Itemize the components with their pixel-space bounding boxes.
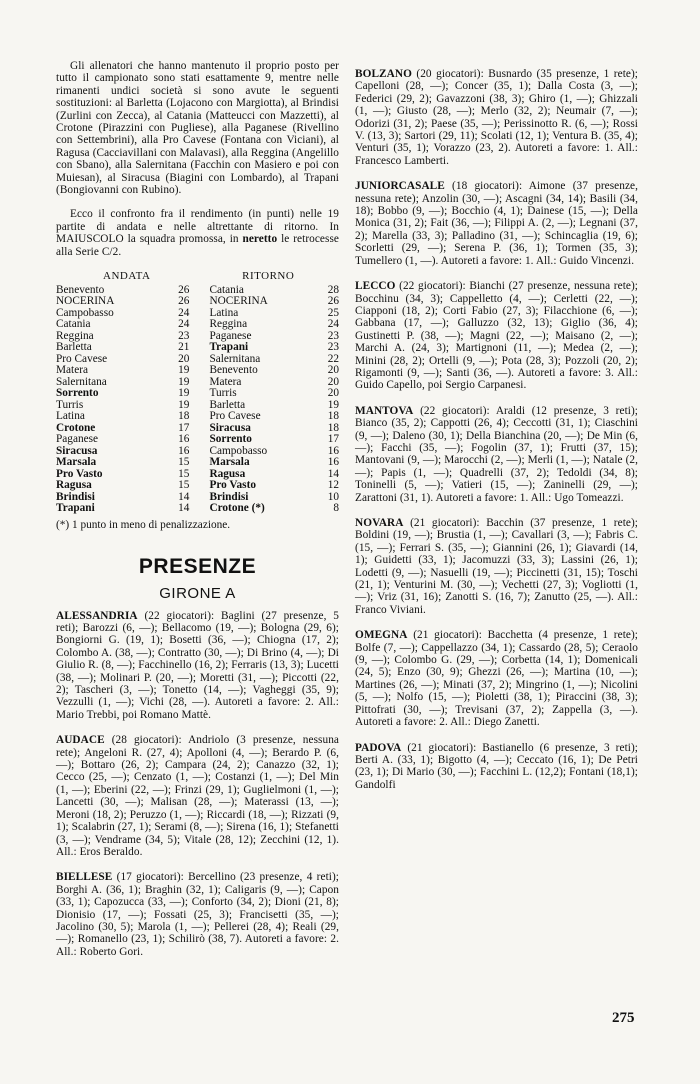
andata-points: 15: [178, 467, 190, 480]
ritorno-team: Trapani: [209, 341, 249, 354]
andata-team: Campobasso: [56, 306, 114, 319]
andata-team: Pro Cavese: [56, 352, 108, 365]
table-row: [56, 319, 339, 331]
team-entry-audace: [56, 734, 339, 858]
ritorno-team: Salernitana: [209, 352, 261, 365]
team-name: JUNIORCASALE: [355, 180, 445, 193]
ritorno-team: Catania: [209, 283, 244, 296]
section-heading: PRESENZE: [138, 554, 257, 578]
team-roster: (18 giocatori): Aimone (37 presenze, nessuna rete); Anzolin (30, —); Ascagni (34, 14); Basili (34, 18); Bobbo (9, —); Bocchio (4, 1); Dainese (15, —); Della Monica (31, 2); Fait (36, —); Filippi A. (2, —); Legnani (37, 2); Marella (33, 3); Palladino (31, —); Schincaglia (19, 6); Scorletti (29, —); Serena P. (36, 1); Tormen (35, 3); Tumellero (1, —). Autoreti a favore: 1. All.: Guido Vincenzi.: [355, 180, 638, 267]
team-entry-juniorcasale: [355, 180, 638, 267]
team-roster: (21 giocatori): Bastianello (6 presenze, 3 reti); Berti A. (33, 1); Bigotto (4, —); Ceccato (16, 1); De Petri (23, 1); Di Mario (30, —); Facchini L. (12,2); Fontani (18,1); Gandolfi: [355, 741, 638, 791]
team-name: MANTOVA: [355, 404, 414, 417]
ritorno-team: Turris: [209, 387, 237, 400]
ritorno-team: Benevento: [209, 364, 258, 377]
ritorno-points: 26: [327, 295, 339, 308]
ritorno-team: Siracusa: [209, 421, 251, 434]
ritorno-team: Matera: [209, 375, 242, 388]
ritorno-points: 8: [333, 502, 339, 515]
ritorno-team: Crotone (*): [209, 502, 265, 515]
ritorno-team: Sorrento: [209, 433, 252, 446]
points-comparison-table: [56, 270, 339, 515]
table-row: [56, 503, 339, 515]
andata-team: Catania: [56, 318, 91, 331]
ritorno-points: 22: [327, 352, 339, 365]
team-entry-biellese: [56, 871, 339, 958]
ritorno-points: 19: [327, 398, 339, 411]
ritorno-points: 20: [327, 364, 339, 377]
team-name: PADOVA: [355, 741, 402, 754]
andata-points: 15: [178, 456, 190, 469]
ritorno-points: 25: [327, 306, 339, 319]
andata-team: Latina: [56, 410, 85, 423]
team-name: AUDACE: [56, 734, 105, 747]
andata-team: Sorrento: [56, 387, 99, 400]
team-roster: (22 giocatori): Baglini (27 presenze, 5 reti); Barozzi (6, —); Bellacomo (19, —); Bologna (29, 6); Bongiorni G. (19, 1); Bosetti (36, —); Chiogna (17, 2); Colombo A. (38, —); Contratto (30, —); Di Brino (4, —); Di Giulio R. (8, —); Facchinello (16, 2); Ferraris (13, 3); Lucetti (38, —); Molinari P. (20, —); Moretti (31, —); Piccotti (22, 2); Tascheri (3, —); Tonetto (14, —); Vagheggi (35, 9); Vezzulli (1, —); Vichi (28, —). Autoreti a favore: 2. All.: Mario Trebbi, poi Romano Mattè.: [56, 609, 339, 721]
team-entry-novara: [355, 517, 638, 616]
page-number: 275: [612, 1010, 635, 1026]
ritorno-points: 20: [327, 387, 339, 400]
andata-team: Ragusa: [56, 479, 92, 492]
team-entry-bolzano: [355, 68, 638, 167]
andata-points: 19: [178, 398, 190, 411]
intro-paragraph-2: Ecco il confronto fra il rendimento (in punti) nelle 19 partite di andata e nelle altrettante di ritorno. In MAIUSCOLO la squadra promossa, in neretto le retrocesse alla Serie C/2.: [56, 208, 339, 258]
table-row: [56, 457, 339, 469]
ritorno-points: 16: [327, 456, 339, 469]
ritorno-team: Marsala: [209, 456, 250, 469]
andata-points: 17: [178, 421, 190, 434]
andata-points: 19: [178, 375, 190, 388]
table-row: [56, 480, 339, 492]
andata-points: 18: [178, 410, 190, 423]
ritorno-team: Reggina: [209, 318, 248, 331]
andata-points: 24: [178, 318, 190, 331]
ritorno-team: Ragusa: [209, 467, 246, 480]
andata-points: 20: [178, 352, 190, 365]
andata-points: 26: [178, 295, 190, 308]
ritorno-team: Barletta: [209, 398, 246, 411]
table-row: [56, 377, 339, 389]
table-row: [56, 469, 339, 481]
table-row: [56, 365, 339, 377]
andata-team: Matera: [56, 364, 88, 377]
table-row: [56, 296, 339, 308]
andata-team: Benevento: [56, 283, 105, 296]
table-row: [56, 492, 339, 504]
andata-team: Brindisi: [56, 490, 95, 503]
andata-points: 19: [178, 364, 190, 377]
table-row: [56, 446, 339, 458]
team-name: OMEGNA: [355, 629, 408, 642]
andata-team: Paganese: [56, 433, 99, 446]
ritorno-points: 12: [327, 479, 339, 492]
andata-team: NOCERINA: [56, 295, 115, 308]
team-entry-padova: [355, 742, 638, 792]
ritorno-points: 23: [327, 341, 339, 354]
team-name: NOVARA: [355, 517, 404, 529]
team-roster: (17 giocatori): Bercellino (23 presenze, 4 reti); Borghi A. (36, 1); Braghin (32, 1); Caligaris (9, —); Capon (33, 1); Capozucca (33, —); Conforto (34, 2); Dioni (21, 8); Dionisio (17, —); Fossati (25, 3); Francisetti (35, —); Jacolino (30, 5); Marola (1, —); Pellerei (28, 4); Reali (29, —); Romanello (23, 1); Schilirò (38, 7). Autoreti a favore: 2. All.: Roberto Gori.: [56, 871, 339, 958]
ritorno-points: 17: [327, 433, 339, 446]
team-name: ALESSANDRIA: [56, 609, 138, 622]
andata-points: 16: [178, 444, 190, 457]
intro-paragraph-1: Gli allenatori che hanno mantenuto il proprio posto per tutto il campionato sono stati esattamente 9, mentre nelle rimanenti undici società si sono avute le seguenti sostituzioni: al Barletta (Lojacono con Margiotta), al Brindisi (Zurlini con Zecca), al Catania (Matteucci con Mazzetti), al Crotone (Pirazzini con Pugliese), alla Paganese (Rivellino con Settembrini), alla Pro Cavese (Fontana con Viciani), al Ragusa (Cacciavillani con Malavasi), alla Reggina (Angelillo con Sbano), alla Salernitana (Facchin con Masiero e poi con Muiesan), al Siracusa (Biagini con Lombardo), al Trapani (Bongiovanni con Rubino).: [56, 60, 339, 197]
andata-team: Siracusa: [56, 444, 98, 457]
table-row: [56, 434, 339, 446]
andata-points: 23: [178, 329, 190, 342]
ritorno-team: Pro Vasto: [209, 479, 256, 492]
table-row: [56, 423, 339, 435]
team-roster: (28 giocatori): Andriolo (3 presenze, nessuna rete); Angeloni R. (27, 4); Apolloni (4, —); Berardo P. (6, —); Bottaro (26, 2); Campara (24, 2); Canazzo (32, 1); Cecco (25, —); Cenzato (1, —); Costanzi (1, —); Del Min (1, —); Eberini (22, —); Frinzi (29, 1); Guglielmoni (1, —); Lancetti (30, —); Malisan (28, —); Materassi (13, —); Meroni (18, 2); Peruzzo (1, —); Riccardi (18, —); Rizzati (9, 1); Scalabrin (27, 1); Serami (8, —); Sirena (16, 1); Stefanetti (3, —); Vendrame (34, 5); Vitale (28, 12); Zecchini (12, 1). All.: Eros Beraldo.: [56, 734, 339, 858]
ritorno-points: 18: [327, 410, 339, 423]
table-row: [56, 354, 339, 366]
table-row: [56, 400, 339, 412]
ritorno-team: Pro Cavese: [209, 410, 261, 423]
ritorno-points: 16: [327, 444, 339, 457]
andata-team: Reggina: [56, 329, 94, 342]
ritorno-team: Paganese: [209, 329, 252, 342]
team-roster: (22 giocatori): Bianchi (27 presenze, nessuna rete); Bocchinu (34, 3); Cappelletto (4, —); Cerletti (22, —); Ciapponi (18, 2); Corti Fabio (27, 3); Filacchione (6, —); Gabbana (17, —); Galluzzo (32, 13); Giglio (36, 4); Gustinetti P. (38, —); Magni (22, —); Maisano (2, —); Marchi A. (24, 3); Martignoni (11, —); Medea (2, —); Minini (28, 2); Ortelli (9, —); Pota (28, 3); Pozzoli (20, 2); Rigamonti (9, —); Santi (36, —). Autoreti a favore: 3. All.: Guido Capello, poi Sergio Carpanesi.: [355, 280, 638, 392]
bold-word: neretto: [242, 233, 278, 246]
andata-points: 15: [178, 479, 190, 492]
penalty-note: (*) 1 punto in meno di penalizzazione.: [56, 518, 231, 531]
team-entry-lecco: [355, 280, 638, 392]
ritorno-team: Campobasso: [209, 444, 268, 457]
andata-team: Salernitana: [56, 375, 107, 388]
team-name: LECCO: [355, 280, 396, 293]
andata-team: Crotone: [56, 421, 96, 434]
andata-points: 16: [178, 433, 190, 446]
andata-team: Barletta: [56, 341, 92, 354]
ritorno-team: NOCERINA: [209, 295, 268, 308]
ritorno-points: 14: [327, 467, 339, 480]
table-row: [56, 388, 339, 400]
ritorno-team: Latina: [209, 306, 239, 319]
team-entry-alessandria: [56, 610, 339, 722]
ritorno-team: Brindisi: [209, 490, 249, 503]
ritorno-points: 18: [327, 421, 339, 434]
andata-points: 26: [178, 283, 190, 296]
team-entry-mantova: [355, 405, 638, 504]
team-roster: (21 giocatori): Bacchin (37 presenze, 1 rete); Boldini (19, —); Brustia (1, —); Cavallari (3, —); Fabris C. (15, —); Ferrari S. (35, —); Giannini (26, 1); Giavardi (14, 1); Guidetti (33, 1); Jacomuzzi (33, 3); Lassini (26, 1); Lodetti (9, —); Nasuelli (19, —); Piccinetti (31, 15); Toschi (21, 1); Venturini M. (30, —); Vechetti (27, 3); Vogliotti (1, —); Vriz (31, 16); Zanotti S. (16, 7); Zanutto (25, —). All.: Franco Viviani.: [355, 517, 638, 616]
table-row: [56, 411, 339, 423]
team-name: BIELLESE: [56, 871, 113, 884]
ritorno-points: 23: [327, 329, 339, 342]
team-roster: (20 giocatori): Busnardo (35 presenze, 1 rete); Capelloni (28, —); Concer (35, 1); Dalla Costa (3, —); Federici (29, 2); Gavazzoni (38, 3); Ghiro (1, —); Ghizzali (1, —); Giusto (28, —); Merlo (32, 2); Neumair (7, —); Odorizi (31, 2); Paese (35, —); Perissinotto R. (6, —); Rossi V. (13, 3); Sartori (29, 11); Scolati (12, 1); Ventura B. (35, 4); Venturi (35, 1); Vorazzo (23, 2). Autoreti a favore: 1. All.: Francesco Lamberti.: [355, 68, 638, 167]
header-andata: ANDATA: [103, 270, 151, 283]
ritorno-points: 24: [327, 318, 339, 331]
andata-points: 21: [178, 341, 190, 354]
andata-team: Pro Vasto: [56, 467, 103, 480]
andata-points: 14: [178, 490, 190, 503]
left-column: [56, 60, 339, 971]
table-row: [56, 308, 339, 320]
table-row: [56, 342, 339, 354]
andata-team: Trapani: [56, 502, 95, 515]
table-row: [56, 331, 339, 343]
header-ritorno: RITORNO: [242, 270, 295, 283]
andata-points: 19: [178, 387, 190, 400]
andata-team: Marsala: [56, 456, 97, 469]
team-entry-omegna: [355, 629, 638, 728]
andata-points: 24: [178, 306, 190, 319]
ritorno-points: 20: [327, 375, 339, 388]
section-subheading: GIRONE A: [159, 584, 236, 602]
ritorno-points: 28: [327, 283, 339, 296]
team-roster: (21 giocatori): Bacchetta (4 presenze, 1 rete); Bolfe (7, —); Cappellazzo (34, 1); Cassardo (28, 5); Ceraolo (9, —); Colombo G. (29, —); Corbetta (14, 1); Domenicali (24, 5); Enzo (30, 9); Ghezzi (26, —); Martina (10, —); Martines (26, —); Minati (37, 2); Mingrino (1, —); Nicolini (5, —); Nolfo (15, —); Pioletti (38, 1); Piraccini (38, 3); Pittofrati (30, —); Trevisani (37, 2); Zappella (3, —). Autoreti a favore: 2. All.: Diego Zanetti.: [355, 629, 638, 729]
ritorno-points: 10: [327, 490, 339, 503]
team-name: BOLZANO: [355, 68, 412, 80]
andata-points: 14: [178, 502, 190, 515]
right-column: [355, 68, 638, 804]
team-roster: (22 giocatori): Araldi (12 presenze, 3 reti); Bianco (35, 2); Cappotti (26, 4); Ceccotti (31, 1); Ciaschini (9, —); Daleno (30, 1); Della Bianchina (20, —); De Min (6, —); Facchi (35, —); Fogolin (37, 1); Frutti (37, 15); Mantovani (9, —); Marocchi (2, —); Merli (1, —); Natale (2, —); Papis (1, —); Quadrelli (37, 2); Tedoldi (34, 8); Toninelli (5, —); Vatieri (15, —); Zaninelli (29, —); Zarattoni (31, 1). Autoreti a favore: 1. All.: Ugo Tomeazzi.: [355, 404, 638, 504]
andata-team: Turris: [56, 398, 84, 411]
